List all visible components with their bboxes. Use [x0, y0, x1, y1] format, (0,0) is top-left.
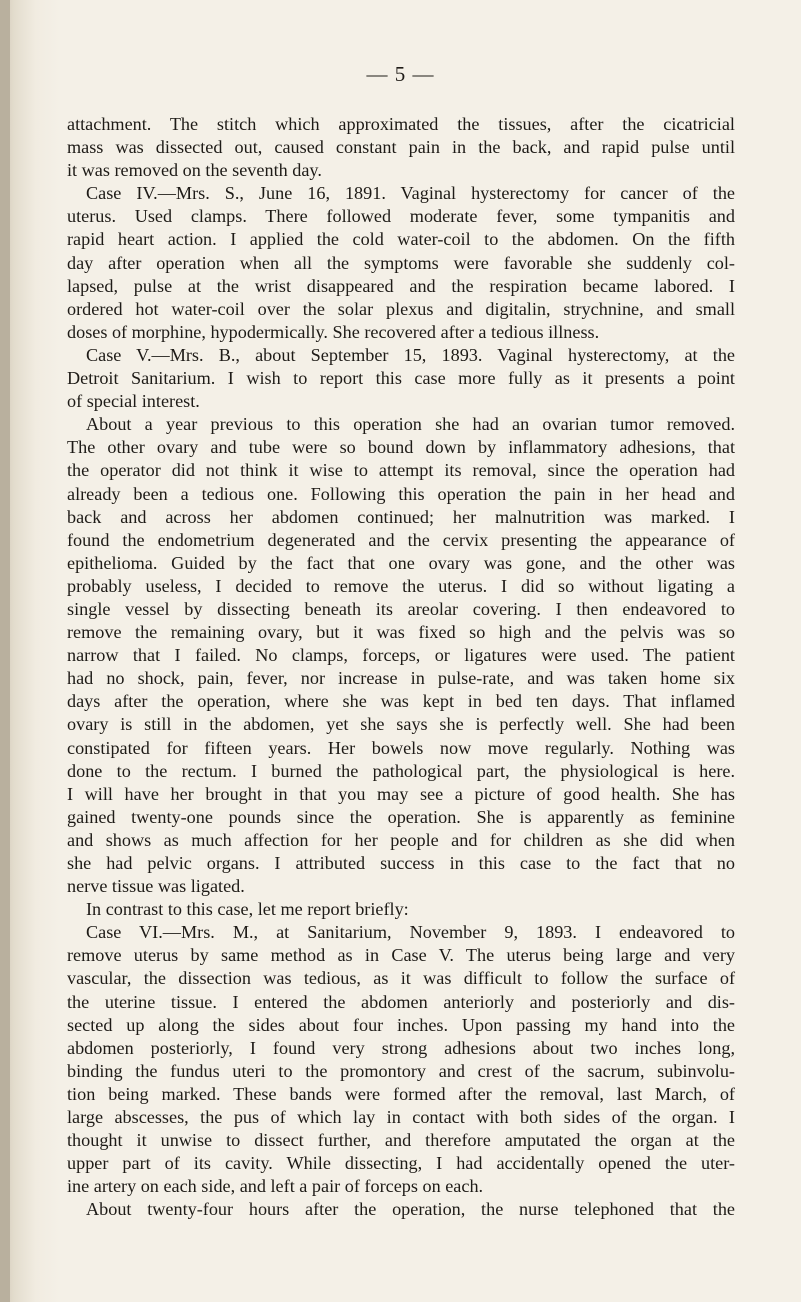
text-line: gained twenty-one pounds since the operation. She is apparently as feminine [67, 806, 735, 827]
text-line: done to the rectum. I burned the pathological part, the physiological is here. [67, 760, 735, 781]
text-line: thought it unwise to dissect further, and therefore amputated the organ at the [67, 1130, 735, 1151]
text-line: narrow that I failed. No clamps, forceps, or ligatures were used. The patient [67, 645, 735, 666]
text-line: the uterine tissue. I entered the abdomen anteriorly and posteriorly and dis- [67, 991, 735, 1012]
text-line: rapid heart action. I applied the cold water-coil to the abdomen. On the fifth [67, 229, 735, 250]
text-line: back and across her abdomen continued; her malnutrition was marked. I [67, 506, 735, 527]
text-line: The other ovary and tube were so bound down by inflammatory adhesions, that [67, 437, 735, 458]
text-line: ovary is still in the abdomen, yet she says she is perfectly well. She had been [67, 714, 735, 735]
text-line: constipated for fifteen years. Her bowels now move regularly. Nothing was [67, 737, 735, 758]
text-line: of special interest. [67, 391, 200, 412]
text-line: days after the operation, where she was kept in bed ten days. That inflamed [67, 691, 735, 712]
text-line: lapsed, pulse at the wrist disappeared and the respiration became labored. I [67, 275, 735, 296]
text-line: Case IV.—Mrs. S., June 16, 1891. Vaginal hysterectomy for cancer of the [86, 183, 735, 204]
text-line: binding the fundus uteri to the promontory and crest of the sacrum, subinvolu- [67, 1060, 735, 1081]
text-line: nerve tissue was ligated. [67, 876, 245, 897]
text-line: mass was dissected out, caused constant pain in the back, and rapid pulse until [67, 137, 735, 158]
text-line: the operator did not think it wise to attempt its removal, since the operation had [67, 460, 735, 481]
body-text [67, 113, 735, 1222]
text-line: she had pelvic organs. I attributed success in this case to the fact that no [67, 853, 735, 873]
text-line: remove the remaining ovary, but it was fixed so high and the pelvis was so [67, 622, 735, 643]
text-line: epithelioma. Guided by the fact that one ovary was gone, and the other was [67, 552, 735, 573]
text-line: it was removed on the seventh day. [67, 160, 322, 181]
text-line: day after operation when all the symptoms were favorable she suddenly col- [67, 252, 735, 273]
text-line: single vessel by dissecting beneath its areolar covering. I then endeavored to [67, 598, 735, 619]
text-line: About twenty-four hours after the operation, the nurse telephoned that the [86, 1199, 735, 1220]
page-number: — 5 — [366, 62, 435, 86]
text-line: Case VI.—Mrs. M., at Sanitarium, November 9, 1893. I endeavored to [86, 922, 735, 943]
text-line: doses of morphine, hypodermically. She recovered after a tedious illness. [67, 321, 600, 342]
text-line: and shows as much affection for her people and for children as she did when [67, 829, 735, 850]
text-line: Case V.—Mrs. B., about September 15, 1893. Vaginal hysterectomy, at the [86, 344, 735, 365]
text-line: ordered hot water-coil over the solar plexus and digitalin, strychnine, and small [67, 298, 735, 319]
text-line: attachment. The stitch which approximated the tissues, after the cicatricial [67, 114, 735, 134]
text-line: tion being marked. These bands were formed after the removal, last March, of [67, 1083, 735, 1104]
text-line: In contrast to this case, let me report briefly: [86, 899, 409, 920]
text-line: large abscesses, the pus of which lay in contact with both sides of the organ. I [67, 1107, 735, 1128]
text-line: sected up along the sides about four inches. Upon passing my hand into the [67, 1014, 735, 1035]
text-line: remove uterus by same method as in Case V. The uterus being large and very [67, 945, 735, 966]
text-line: probably useless, I decided to remove the uterus. I did so without ligating a [67, 575, 735, 596]
text-line: vascular, the dissection was tedious, as it was difficult to follow the surface of [67, 968, 735, 989]
text-line: had no shock, pain, fever, nor increase in pulse-rate, and was taken home six [67, 668, 735, 689]
text-line: I will have her brought in that you may see a picture of good health. She has [67, 783, 735, 804]
text-line: already been a tedious one. Following this operation the pain in her head and [67, 483, 735, 504]
text-line: found the endometrium degenerated and the cervix presenting the appearance of [67, 529, 735, 550]
text-line: uterus. Used clamps. There followed moderate fever, some tympanitis and [67, 206, 735, 227]
binding-edge [0, 0, 10, 1302]
text-line: abdomen posteriorly, I found very strong adhesions about two inches long, [67, 1037, 735, 1058]
text-line: About a year previous to this operation she had an ovarian tumor removed. [86, 414, 735, 435]
text-line: ine artery on each side, and left a pair of forceps on each. [67, 1176, 484, 1197]
text-line: upper part of its cavity. While dissecting, I had accidentally opened the uter- [67, 1153, 735, 1174]
text-line: Detroit Sanitarium. I wish to report this case more fully as it presents a point [67, 368, 735, 389]
